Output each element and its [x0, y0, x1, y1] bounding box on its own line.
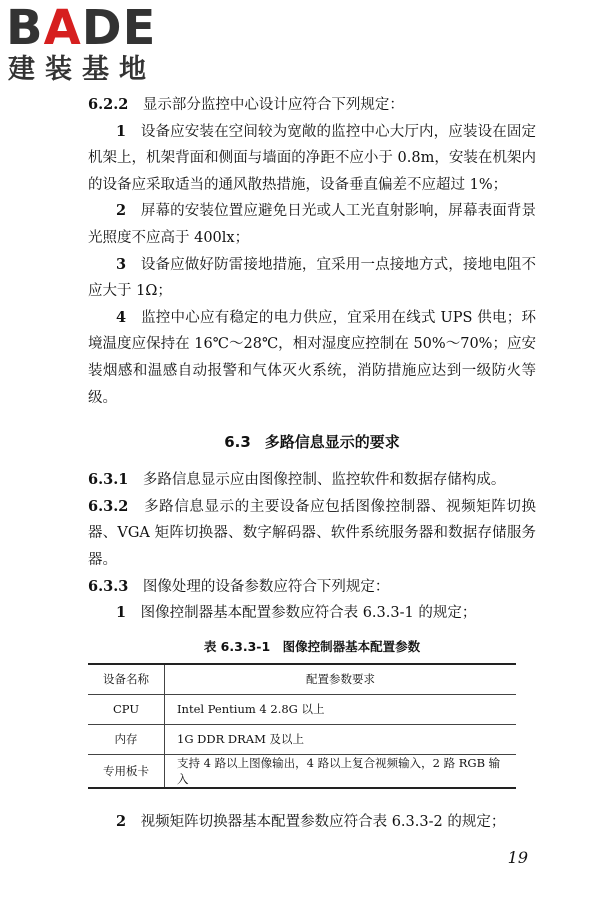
clause-6-3-1 — [88, 467, 536, 494]
table-row — [88, 754, 516, 788]
logo-brand-prefix: B — [6, 0, 44, 56]
page-content — [88, 92, 536, 835]
table-row — [88, 694, 516, 724]
item-number: 2 — [116, 812, 127, 830]
clause-number: 6.2.2 — [88, 96, 129, 113]
clause-6-3-3-item-2 — [88, 809, 536, 836]
section-heading — [88, 430, 536, 454]
clause-6-2-2 — [88, 92, 536, 119]
item-number: 3 — [116, 255, 127, 273]
item-text: 设备应安装在空间较为宽敞的监控中心大厅内，应装设在固定机架上，机架背面和侧面与墙面的净距不应小于 0.8m，安装在机架内的设备应采取适当的通风散热措施，设备垂直偏差不应超过 1%； — [88, 123, 536, 193]
table-caption: 表 6.3.3-1 图像控制器基本配置参数 — [203, 638, 421, 654]
clause-item-1 — [88, 119, 536, 199]
clause-text: 图像处理的设备参数应符合下列规定： — [142, 578, 390, 595]
item-number: 1 — [116, 122, 127, 140]
item-text: 图像控制器基本配置参数应符合表 6.3.3-1 的规定； — [140, 605, 477, 622]
clause-number: 6.3.1 — [88, 471, 129, 489]
table-header-row — [88, 664, 516, 695]
table-row — [88, 724, 516, 754]
table-cell: 专用板卡 — [88, 754, 165, 788]
table-cell: 内存 — [88, 724, 165, 754]
table-cell: CPU — [88, 694, 165, 724]
page-number: 19 — [507, 848, 528, 867]
table-header-cell: 设备名称 — [88, 664, 165, 695]
clause-6-3-3 — [88, 574, 536, 601]
item-text: 屏幕的安装位置应避免日光或人工光直射影响，屏幕表面背景光照度不应高于 400lx； — [88, 203, 536, 246]
clause-number: 6.3.3 — [88, 577, 129, 595]
clause-text: 多路信息显示的主要设备应包括图像控制器、视频矩阵切换器、VGA 矩阵切换器、数字解码器、软件系统服务器和数据存储服务器。 — [88, 498, 537, 568]
clause-item-2 — [88, 198, 536, 251]
config-table — [88, 663, 516, 789]
clause-6-3-2 — [88, 494, 536, 574]
clause-item-3 — [88, 252, 536, 305]
table-cell: 1G DDR DRAM 及以上 — [165, 724, 517, 754]
item-text: 设备应做好防雷接地措施，宜采用一点接地方式，接地电阻不应大于 1Ω； — [88, 256, 536, 300]
item-number: 2 — [116, 202, 127, 220]
clause-text: 多路信息显示应由图像控制、监控软件和数据存储构成。 — [142, 472, 506, 489]
item-text: 视频矩阵切换器基本配置参数应符合表 6.3.3-2 的规定； — [140, 813, 506, 830]
item-number: 1 — [116, 604, 127, 622]
logo-brand-suffix: DE — [81, 0, 157, 56]
section-number: 6.3 — [224, 433, 251, 452]
clause-item-4 — [88, 305, 536, 411]
item-text: 监控中心应有稳定的电力供应，宜采用在线式 UPS 供电；环境温度应保持在 16℃～28℃，相对湿度应控制在 50%～70%；应安装烟感和温感自动报警和气体灭火系统，消防措施应达到一级防火等级。 — [88, 309, 536, 406]
logo — [4, 0, 179, 86]
logo-brand — [6, 0, 179, 56]
logo-subtitle: 建装基地 — [8, 54, 156, 85]
clause-number: 6.3.2 — [88, 497, 129, 515]
table-cell: Intel Pentium 4 2.8G 以上 — [165, 694, 517, 724]
section-title: 多路信息显示的要求 — [264, 433, 400, 452]
clause-text: 显示部分监控中心设计应符合下列规定： — [142, 97, 404, 113]
logo-brand-accent: A — [43, 0, 82, 56]
table-header-cell: 配置参数要求 — [165, 664, 517, 695]
clause-6-3-3-item-1 — [88, 600, 536, 627]
table-cell: 支持 4 路以上图像输出，4 路以上复合视频输入，2 路 RGB 输入 — [165, 754, 517, 788]
item-number: 4 — [116, 308, 127, 326]
